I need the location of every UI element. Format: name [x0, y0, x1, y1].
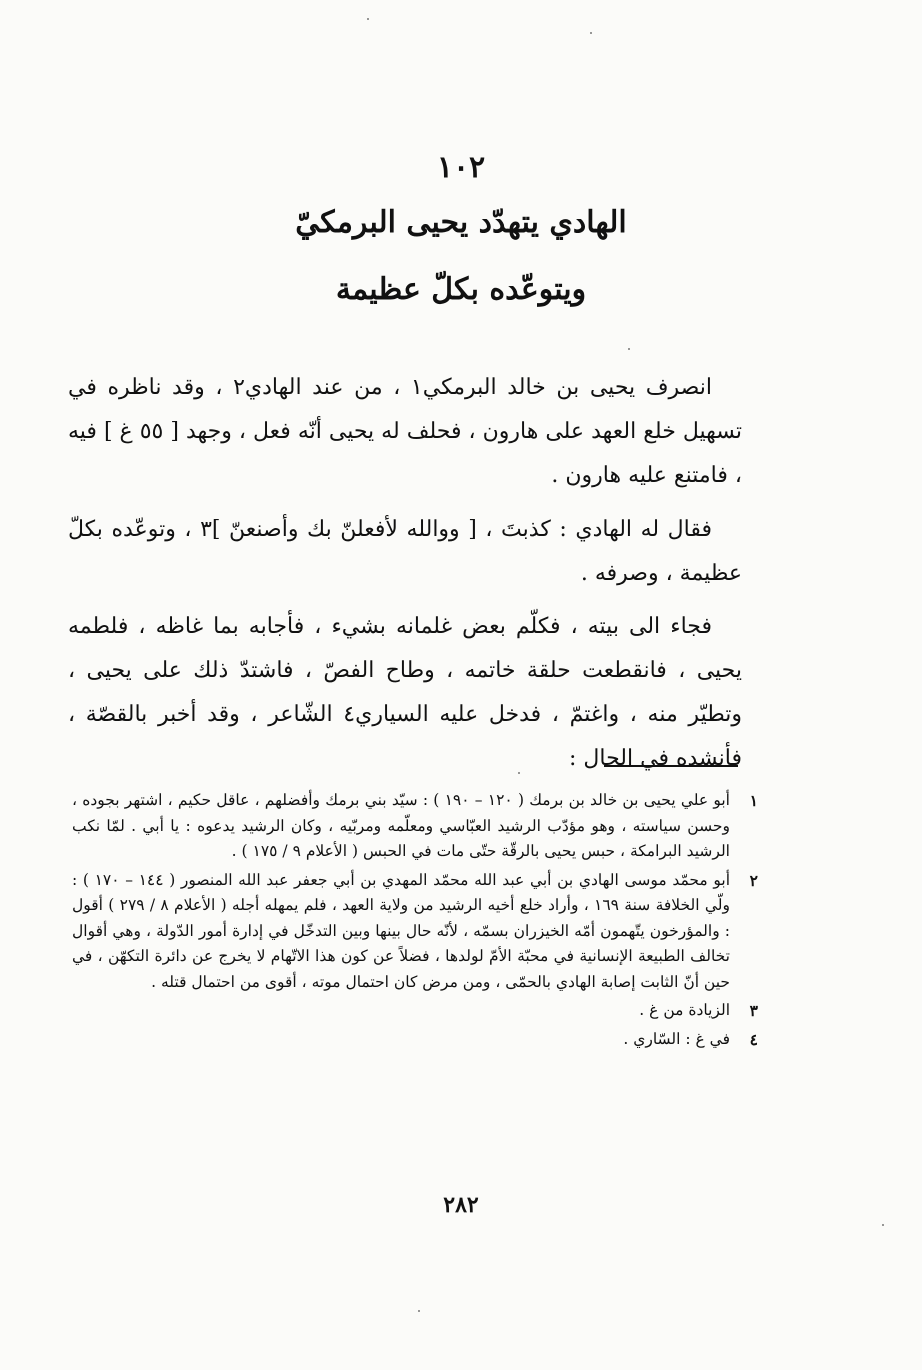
footnote-2 [72, 868, 758, 996]
footnote-4 [72, 1027, 758, 1053]
page-number: ٢٨٢ [443, 1192, 479, 1218]
scan-speck [367, 18, 369, 20]
scan-speck [518, 772, 520, 774]
footnote-text: الزيادة من غ . [639, 1001, 730, 1019]
body-paragraph-3-block [68, 605, 742, 781]
scan-speck [590, 32, 592, 34]
footnote-text: أبو محمّد موسى الهادي بن أبي عبد الله محمّد المهدي بن أبي جعفر عبد الله المنصور ( ١٤٤ – ١٧٠ ) : ولّي الخلافة سنة ١٦٩ ، وأراد خلع أخيه الرشيد من ولاية العهد ، فلم يمهله أجله ( الأعلام ٨ / ٢٧٩ ) أقول : والمؤرخون يتّهمون أمّه الخيزران بسمّه ، لأنّه حال بينها وبين التدخّل في إدارة أمور الدّولة ، وهي أقوال تخالف الطبيعة الإنسانية في محبّة الأمّ لولدها ، فضلاً عن كون هذا الاتّهام لا يخرج عن دائرة التكهّن ، في حين أنّ الثابت إصابة الهادي بالحمّى ، ومن مرض كان احتمال موته ، أقوى من احتمال قتله . [72, 870, 731, 991]
body-paragraph-1-block [68, 366, 742, 498]
body-paragraph: فقال له الهادي : كذبتَ ، [ ووالله لأفعلنّ بك وأصنعنّ ]٣ ، وتوعّده بكلّ عظيمة ، وصرفه . [68, 517, 742, 586]
footnote-separator [604, 765, 738, 767]
chapter-title-line-2: ويتوعّده بكلّ عظيمة [335, 272, 587, 307]
footnote-1 [72, 788, 758, 865]
footnote-text: أبو علي يحيى بن خالد بن برمك ( ١٢٠ – ١٩٠ ) : سيّد بني برمك وأفضلهم ، عاقل حكيم ، اشتهر بجوده ، وحسن سياسته ، وهو مؤدّب الرشيد العبّاسي ومعلّمه ومربّيه ، وكان الرشيد يدعوه : يا أبي . لمّا نكب الرشيد البرامكة ، حبس يحيى بالرقّة حتّى مات في الحبس ( الأعلام ٩ / ١٧٥ ) . [72, 791, 730, 860]
footnote-number: ٣ [749, 1001, 758, 1020]
scan-speck [628, 348, 630, 350]
chapter-title-line-1: الهادي يتهدّد يحيى البرمكيّ [295, 205, 627, 240]
body-paragraph-2-block [68, 508, 742, 596]
footnote-number: ١ [749, 791, 758, 810]
scan-speck [418, 1310, 420, 1312]
footnote-3 [72, 998, 758, 1024]
footnotes [72, 788, 758, 1055]
body-paragraph: انصرف يحيى بن خالد البرمكي١ ، من عند الهادي٢ ، وقد ناظره في تسهيل خلع العهد على هارون ، فحلف له يحيى أنّه فعل ، وجهد [ ٥٥ غ ] فيه ، فامتنع عليه هارون . [68, 375, 743, 488]
footnote-number: ٤ [749, 1029, 758, 1049]
body-paragraph: فجاء الى بيته ، فكلّم بعض غلمانه بشيء ، فأجابه بما غاظه ، فلطمه يحيى ، فانقطعت حلقة خاتمه ، وطاح الفصّ ، فاشتدّ ذلك على يحيى ، وتطيّر منه ، واغتمّ ، فدخل عليه السياري٤ الشّاعر ، وقد أخبر بالقصّة ، فأنشده في الحال : [68, 614, 742, 771]
footnote-number: ٢ [749, 870, 758, 890]
footnote-text: في غ : السّاري . [623, 1029, 730, 1048]
scan-speck [882, 1224, 884, 1226]
chapter-number: ١٠٢ [436, 150, 486, 185]
